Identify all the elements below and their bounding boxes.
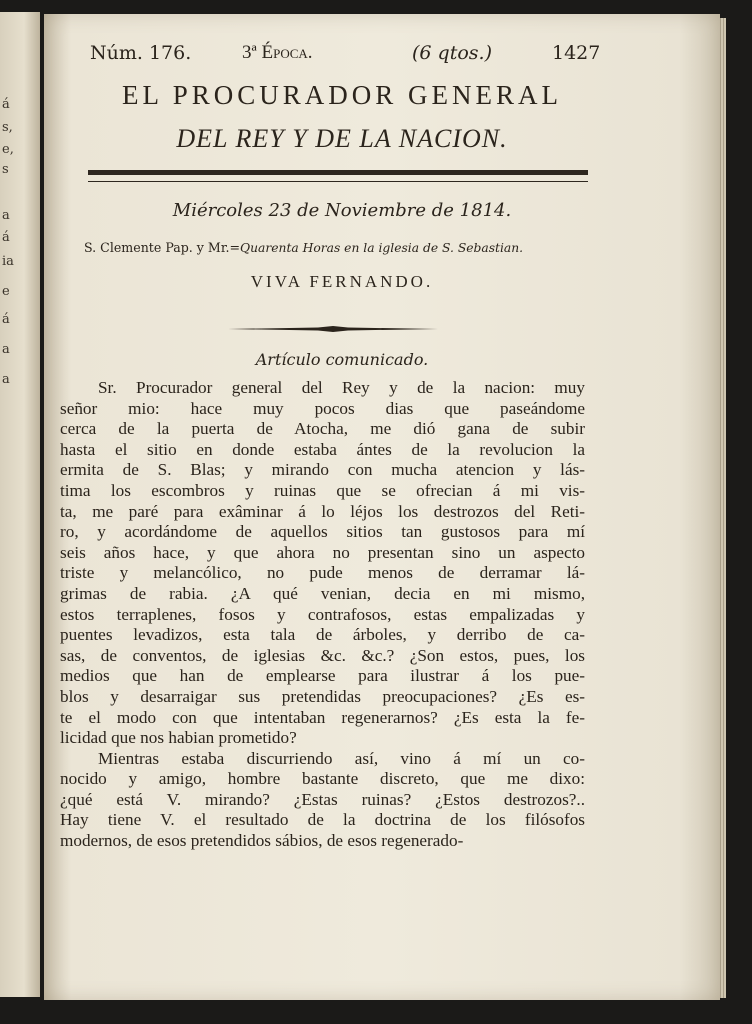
saint-of-day: S. Clemente Pap. y Mr. (84, 240, 230, 255)
saint-separator: = (229, 240, 241, 255)
article-line: nocido y amigo, hombre bastante discreto, que me dixo: (60, 769, 585, 789)
facing-page-fragment: e (2, 284, 10, 299)
facing-page-fragment: e, (2, 142, 14, 157)
article-line: Sr. Procurador general del Rey y de la nacion: muy (98, 378, 585, 397)
motto: VIVA FERNANDO. (250, 272, 434, 291)
masthead-subtitle: DEL REY Y DE LA NACION. (176, 124, 508, 153)
article-body (60, 378, 585, 852)
article-line: grimas de rabia. ¿A qué venian, decia en mi mismo, (60, 583, 585, 603)
facing-page-fragment: a (2, 342, 10, 357)
saint-note: Quarenta Horas en la iglesia de S. Sebastian. (240, 241, 524, 255)
article-line: ¿qué está V. mirando? ¿Estas ruinas? ¿Estos destrozos?.. (60, 789, 585, 809)
saint-line (84, 240, 594, 255)
page-number: 1427 (552, 42, 601, 64)
facing-page-fragment: á (2, 312, 10, 327)
article-line: hasta el sitio en donde estaba ántes de la revolucion la (60, 439, 585, 459)
article-line: ro, y acordándome de aquellos sitios tan gustosos para mí (60, 522, 585, 542)
facing-page-fragment: á (2, 230, 10, 245)
article-line: ta, me paré para exâminar á lo léjos los destrozos del Reti- (60, 501, 585, 521)
ornamental-rule (228, 326, 438, 332)
article-title: Artículo comunicado. (255, 350, 429, 369)
issue-header (90, 42, 610, 72)
article-line: cerca de la puerta de Atocha, me dió gana de subir (60, 419, 585, 439)
article-line: licidad que nos habian prometido? (60, 728, 297, 748)
article-line: medios que han de emplearse para ilustrar á los pue- (60, 666, 585, 686)
article-line: Hay tiene V. el resultado de la doctrina de los filósofos (60, 810, 585, 830)
facing-page-fragment: ia (2, 254, 14, 269)
article-line: ermita de S. Blas; y mirando con mucha atencion y lás- (60, 460, 585, 480)
facing-page-fragment: a (2, 372, 10, 387)
article-line: señor mio: hace muy pocos dias que paseándome (60, 398, 585, 418)
article-line: tima los escombros y ruinas que se ofrecian á mi vis- (60, 480, 585, 500)
article-line: modernos, de esos pretendidos sábios, de esos regenerado- (60, 831, 464, 851)
facing-page-fragment: s (2, 162, 9, 177)
facing-page-fragment: á (2, 97, 10, 112)
date-line: Miércoles 23 de Noviembre de 1814. (172, 200, 512, 221)
issue-number: Núm. 176. (90, 42, 192, 64)
article-line: seis años hace, y que ahora no presentan sino un aspecto (60, 542, 585, 562)
epoch-label: 3ª Época. (242, 42, 313, 63)
article-line: triste y melancólico, no pude menos de derramar lá- (60, 563, 585, 583)
facing-page-fragment: s, (2, 120, 13, 135)
article-line: blos y desarraigar sus pretendidas preocupaciones? ¿Es es- (60, 686, 585, 706)
facing-page-edge (0, 12, 40, 997)
masthead-rule-thick (88, 170, 588, 175)
article-line: estos terraplenes, fosos y contrafosos, estas empalizadas y (60, 604, 585, 624)
article-line: puentes levadizos, esta tala de árboles, y derribo de ca- (60, 625, 585, 645)
article-line: te el modo con que intentaban regenerarnos? ¿Es esta la fe- (60, 707, 585, 727)
price-label: (6 qtos.) (412, 42, 492, 64)
article-line: sas, de conventos, de iglesias &c. &c.? ¿Son estos, pues, los (60, 645, 585, 665)
masthead-title: EL PROCURADOR GENERAL (121, 80, 562, 110)
article-line: Mientras estaba discurriendo así, vino á mí un co- (98, 748, 585, 768)
facing-page-fragment: a (2, 208, 10, 223)
masthead-rule-thin (88, 181, 588, 182)
